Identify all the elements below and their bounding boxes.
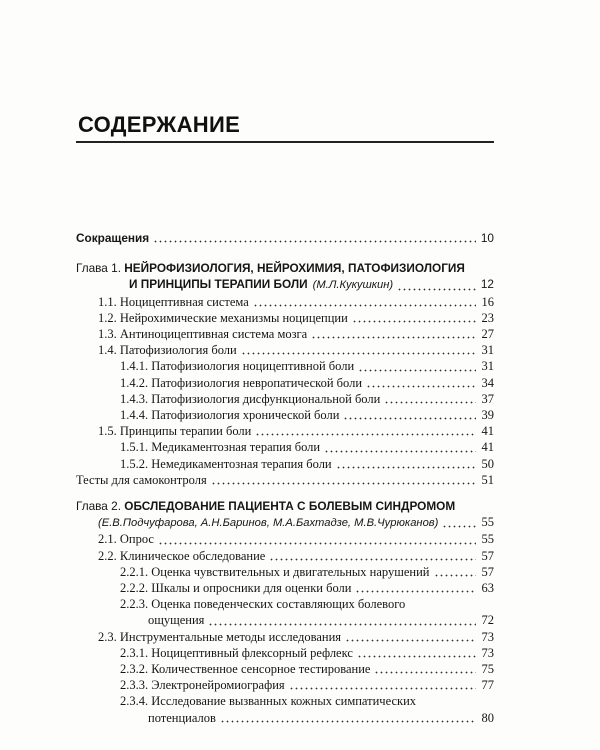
- chapter-1-heading-cont[interactable]: [76, 276, 494, 293]
- toc-entry-label: 1.2. Нейрохимические механизмы ноцицепции: [98, 310, 348, 325]
- toc-page-number: 34: [481, 375, 494, 390]
- toc-page-number: 57: [481, 564, 494, 579]
- toc-page-number: 27: [481, 327, 494, 342]
- toc-entry[interactable]: [76, 294, 494, 310]
- toc-page-number: 23: [481, 310, 494, 325]
- toc-page-number: 77: [481, 678, 494, 693]
- toc-entry-label: Тесты для самоконтроля: [76, 472, 207, 487]
- toc-page-number: 80: [481, 710, 494, 725]
- dot-leader: [324, 441, 476, 453]
- toc-entry-first-line[interactable]: [76, 693, 494, 709]
- chapter-title: ОБСЛЕДОВАНИЕ ПАЦИЕНТА С БОЛЕВЫМ СИНДРОМОМ: [124, 499, 456, 514]
- dot-leader: [355, 581, 476, 593]
- dot-leader: [345, 630, 476, 642]
- dot-leader: [253, 295, 476, 307]
- toc-entry-label: 1.4.3. Патофизиология дисфункциональной боли: [120, 391, 381, 406]
- toc-page-number: 31: [481, 359, 494, 374]
- toc-page-number: 41: [481, 440, 494, 455]
- toc-entry-label: 2.3.2. Количественное сенсорное тестирование: [120, 662, 371, 677]
- dot-leader: [357, 646, 476, 658]
- toc-entry-label: 2.2.3. Оценка поведенческих составляющих болевого: [120, 597, 406, 612]
- chapter-2-heading[interactable]: [76, 498, 494, 514]
- dot-leader: [366, 376, 476, 388]
- toc-entry[interactable]: [76, 407, 494, 423]
- page-title: СОДЕРЖАНИЕ: [78, 112, 241, 137]
- toc-page-number: 16: [481, 294, 494, 309]
- dot-leader: [311, 327, 476, 339]
- chapter-title-line-2: И ПРИНЦИПЫ ТЕРАПИИ БОЛИ: [129, 277, 308, 292]
- toc-entry-label: 1.3. Антиноцицептивная система мозга: [98, 327, 308, 342]
- toc-entry[interactable]: [76, 661, 494, 677]
- toc-entry-label: 2.3.3. Электронейромиография: [120, 678, 285, 693]
- dot-leader: [374, 662, 476, 674]
- toc-entry[interactable]: [76, 456, 494, 472]
- title-underline: [76, 141, 494, 143]
- toc-entry[interactable]: [76, 677, 494, 693]
- toc-entry-label: 2.3. Инструментальные методы исследования: [98, 629, 342, 644]
- dot-leader: [255, 424, 476, 436]
- dot-leader: [384, 392, 476, 404]
- chapter-label: Глава 1.: [76, 261, 121, 276]
- toc-page-number: 50: [481, 456, 494, 471]
- toc-entry[interactable]: [76, 629, 494, 645]
- toc-entry-label: 2.2.2. Шкалы и опросники для оценки боли: [120, 581, 352, 596]
- toc-entry[interactable]: [76, 326, 494, 342]
- chapter-label: Глава 2.: [76, 499, 121, 514]
- toc-entry-label: 1.5.2. Немедикаментозная терапия боли: [120, 456, 332, 471]
- dot-leader: [153, 231, 476, 243]
- chapter-2-authors-row[interactable]: [76, 514, 494, 531]
- dot-leader: [289, 678, 476, 690]
- toc-entry[interactable]: [76, 439, 494, 455]
- toc-entry[interactable]: [76, 548, 494, 564]
- toc-entry-label: 1.1. Ноцицептивная система: [98, 294, 249, 309]
- toc-page-number: 57: [481, 548, 494, 563]
- toc-entry-label: 1.4.1. Патофизиология ноцицептивной боли: [120, 359, 355, 374]
- dot-leader: [434, 565, 477, 577]
- toc-page-number: 41: [481, 424, 494, 439]
- toc-page-number: 12: [480, 277, 494, 292]
- toc-page-number: 72: [481, 613, 494, 628]
- toc-entry[interactable]: [76, 310, 494, 326]
- dot-leader: [343, 408, 476, 420]
- toc-page-number: 10: [480, 231, 494, 245]
- dot-leader: [211, 473, 476, 485]
- toc-entry-self-tests[interactable]: [76, 472, 494, 488]
- toc-entry-label: 1.4.4. Патофизиология хронической боли: [120, 408, 340, 423]
- toc-entry[interactable]: [76, 423, 494, 439]
- toc-entry-label: 2.2.1. Оценка чувствительных и двигательных нарушений: [120, 564, 430, 579]
- dot-leader: [336, 457, 476, 469]
- toc-entry-first-line[interactable]: [76, 596, 494, 612]
- toc-entry-abbreviations[interactable]: [76, 230, 494, 246]
- toc-page-number: 39: [481, 408, 494, 423]
- toc-entry-label: 2.2. Клиническое обследование: [98, 548, 266, 563]
- toc-entry[interactable]: [76, 531, 494, 547]
- toc-entry-label: 2.1. Опрос: [98, 532, 154, 547]
- toc-entry[interactable]: [76, 375, 494, 391]
- toc-page-number: 73: [481, 645, 494, 660]
- toc-entry-label: Сокращения: [76, 231, 150, 245]
- toc-entry-label: 2.3.4. Исследование вызванных кожных симпатических: [120, 694, 417, 709]
- table-of-contents: [76, 230, 494, 726]
- toc-page-number: 55: [481, 532, 494, 547]
- chapter-author: (М.Л.Кукушкин): [312, 279, 394, 292]
- chapter-title-line-1: НЕЙРОФИЗИОЛОГИЯ, НЕЙРОХИМИЯ, ПАТОФИЗИОЛОГИЯ: [124, 261, 465, 276]
- dot-leader: [358, 360, 476, 372]
- toc-entry[interactable]: [76, 342, 494, 358]
- dot-leader: [208, 614, 476, 626]
- dot-leader: [442, 516, 476, 528]
- dot-leader: [269, 549, 476, 561]
- toc-page-number: 37: [481, 391, 494, 406]
- dot-leader: [352, 311, 476, 323]
- toc-entry[interactable]: [76, 391, 494, 407]
- toc-entry-label-cont: потенциалов: [148, 710, 216, 725]
- toc-page-number: 73: [481, 629, 494, 644]
- toc-entry-label: 2.3.1. Ноцицептивный флексорный рефлекс: [120, 645, 353, 660]
- toc-entry-label: 1.5.1. Медикаментозная терапия боли: [120, 440, 321, 455]
- toc-page-number: 63: [481, 581, 494, 596]
- toc-entry[interactable]: [76, 580, 494, 596]
- toc-entry-label-cont: ощущения: [148, 613, 205, 628]
- toc-page-number: 55: [481, 515, 494, 530]
- dot-leader: [397, 279, 476, 291]
- toc-page-number: 31: [481, 343, 494, 358]
- toc-entry[interactable]: [76, 645, 494, 661]
- toc-entry[interactable]: [76, 710, 494, 726]
- chapter-authors: (Е.В.Подчуфарова, А.Н.Баринов, М.А.Бахтадзе, М.В.Чурюканов): [98, 517, 439, 530]
- toc-entry[interactable]: [76, 358, 494, 374]
- toc-page-number: 75: [481, 662, 494, 677]
- toc-entry-label: 1.4. Патофизиология боли: [98, 343, 237, 358]
- toc-page-number: 51: [481, 472, 494, 487]
- toc-entry-label: 1.5. Принципы терапии боли: [98, 424, 252, 439]
- dot-leader: [220, 711, 476, 723]
- toc-entry[interactable]: [76, 612, 494, 628]
- dot-leader: [241, 343, 476, 355]
- toc-entry[interactable]: [76, 564, 494, 580]
- chapter-1-heading[interactable]: [76, 260, 494, 276]
- dot-leader: [158, 533, 476, 545]
- toc-entry-label: 1.4.2. Патофизиология невропатической боли: [120, 375, 363, 390]
